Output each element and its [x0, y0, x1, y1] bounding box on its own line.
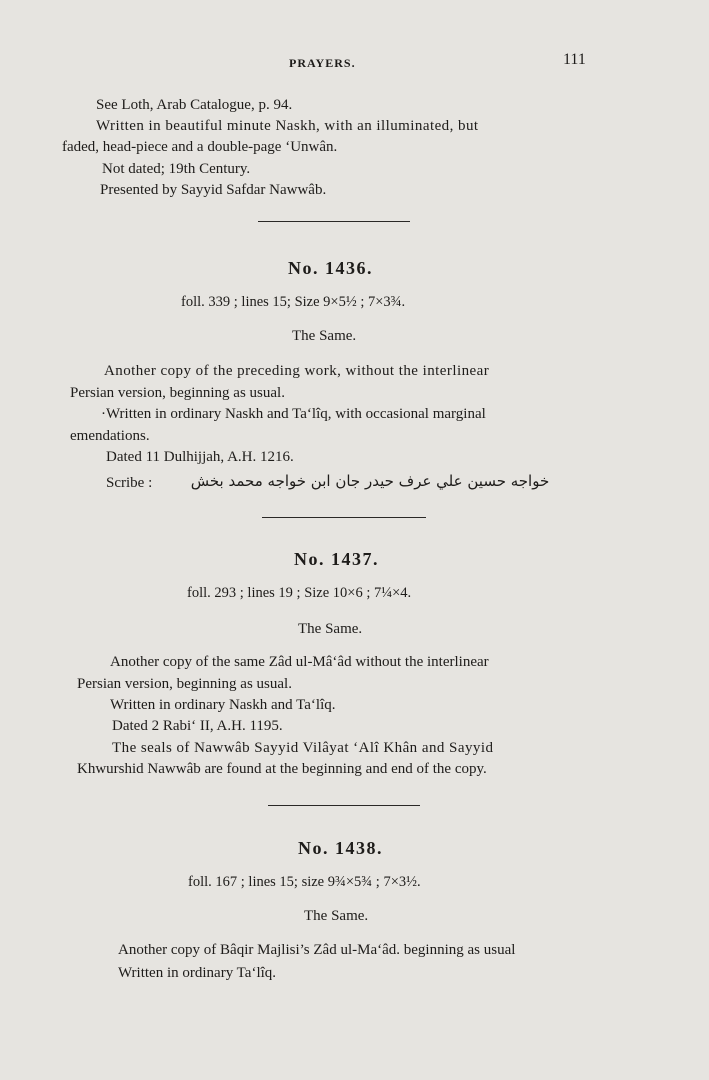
entry-description-line: Written in ordinary Ta‘lîq. [118, 965, 277, 981]
script-description-line: Written in beautiful minute Naskh, with an illuminated, but [96, 118, 479, 134]
entry-number-1438: No. 1438. [298, 838, 383, 858]
section-divider [258, 221, 410, 222]
provenance-line: Presented by Sayyid Safdar Nawwâb. [100, 182, 327, 198]
entry-description-line: emendations. [70, 428, 150, 444]
entry-description-line: Persian version, beginning as usual. [70, 385, 285, 401]
entry-collation-1438: foll. 167 ; lines 15; size 9¾×5¾ ; 7×3½. [188, 874, 421, 890]
entry-description-line: Persian version, beginning as usual. [77, 676, 292, 692]
entry-title-1436: The Same. [292, 328, 357, 344]
entry-description-line: Another copy of the preceding work, without the interlinear [104, 363, 490, 379]
entry-description-line: Another copy of the same Zâd ul-Mâ‘âd without the interlinear [110, 654, 489, 670]
date-line: Not dated; 19th Century. [102, 161, 251, 177]
entry-description-line: Another copy of Bâqir Majlisi’s Zâd ul-Ma‘âd. beginning as usual [118, 942, 516, 958]
entry-description-line: Khwurshid Nawwâb are found at the beginning and end of the copy. [77, 761, 487, 777]
entry-collation-1436: foll. 339 ; lines 15; Size 9×5½ ; 7×3¾. [181, 294, 406, 310]
section-divider [262, 517, 426, 518]
entry-date-line: Dated 11 Dulhijjah, A.H. 1216. [106, 449, 294, 465]
entry-title-1437: The Same. [298, 621, 363, 637]
entry-description-line: Written in ordinary Naskh and Ta‘lîq. [110, 697, 336, 713]
entry-number-1437: No. 1437. [294, 549, 379, 569]
entry-date-line: Dated 2 Rabi‘ II, A.H. 1195. [112, 718, 283, 734]
scribe-label: Scribe : [106, 475, 153, 491]
reference-line: See Loth, Arab Catalogue, p. 94. [96, 97, 293, 113]
entry-description-line: The seals of Nawwâb Sayyid Vilâyat ‘Alî Khân and Sayyid [112, 740, 494, 756]
scribe-name-arabic: خواجه حسين علي عرف حيدر جان ابن خواجه محمد بخش [190, 472, 550, 490]
entry-description-line: ·Written in ordinary Naskh and Ta‘lîq, with occasional marginal [101, 406, 486, 422]
section-divider [268, 805, 420, 806]
entry-collation-1437: foll. 293 ; lines 19 ; Size 10×6 ; 7¼×4. [187, 585, 412, 601]
running-title: PRAYERS. [289, 56, 356, 70]
page-number: 111 [563, 51, 586, 68]
entry-title-1438: The Same. [304, 908, 369, 924]
script-description-line: faded, head-piece and a double-page ‘Unwân. [62, 139, 338, 155]
entry-number-1436: No. 1436. [288, 258, 373, 278]
